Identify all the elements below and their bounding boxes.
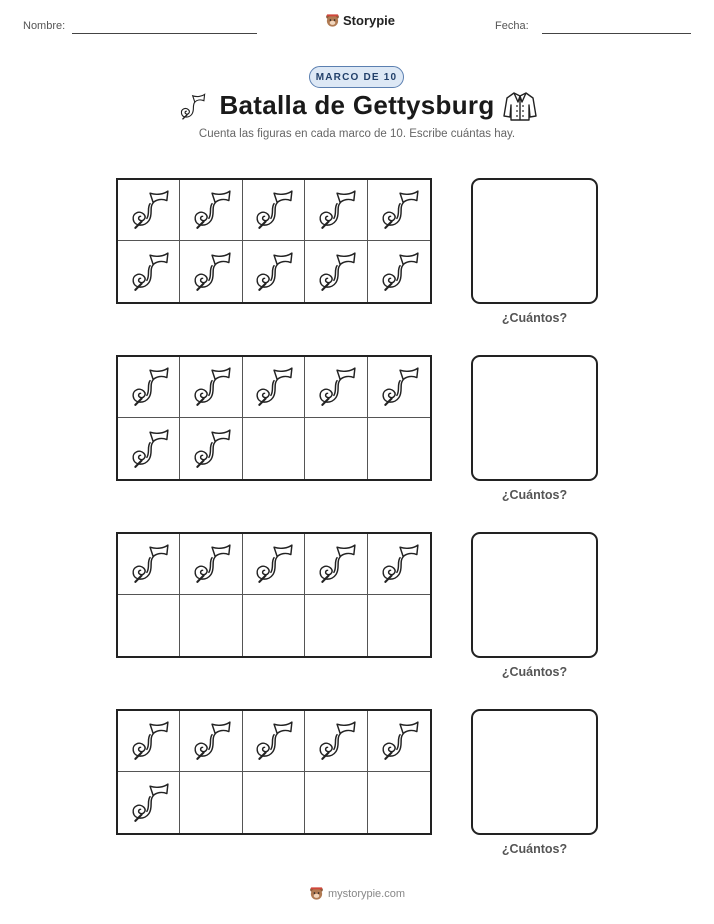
- horn-icon: [190, 543, 232, 585]
- ten-frame-cell: [305, 595, 367, 656]
- ten-frame-cell: [368, 534, 430, 595]
- ten-frame-cell: [243, 711, 305, 772]
- ten-frame-cell: [180, 357, 242, 418]
- horn-icon: [190, 189, 232, 231]
- brand-logo: [325, 13, 395, 28]
- horn-icon: [315, 720, 357, 762]
- horn-icon: [128, 251, 170, 293]
- ten-frame-cell: [243, 357, 305, 418]
- horn-icon: [128, 543, 170, 585]
- ten-frame-cell: [243, 534, 305, 595]
- horn-icon: [190, 366, 232, 408]
- answer-box[interactable]: [471, 532, 598, 658]
- horn-icon: [252, 366, 294, 408]
- date-label: Fecha:: [495, 20, 529, 32]
- bear-icon: [325, 13, 340, 28]
- ten-frame: [116, 532, 432, 658]
- ten-frame-cell: [180, 418, 242, 479]
- ten-frame-cell: [243, 595, 305, 656]
- ten-frame-cell: [180, 595, 242, 656]
- horn-icon: [315, 543, 357, 585]
- footer-url: mystorypie.com: [327, 887, 406, 900]
- horn-icon: [378, 251, 420, 293]
- instructions: Cuenta las figuras en cada marco de 10. Escribe cuántas hay.: [198, 128, 516, 140]
- horn-icon: [315, 251, 357, 293]
- ten-frame-cell: [368, 418, 430, 479]
- answer-box[interactable]: [471, 355, 598, 481]
- ten-frame-cell: [243, 180, 305, 241]
- ten-frame: [116, 709, 432, 835]
- horn-icon: [252, 543, 294, 585]
- horn-icon: [128, 366, 170, 408]
- answer-label: ¿Cuántos?: [501, 488, 568, 502]
- worksheet-type-badge: MARCO DE 10: [309, 66, 404, 88]
- ten-frame-cell: [180, 241, 242, 302]
- ten-frame-cell: [118, 772, 180, 833]
- horn-icon: [315, 189, 357, 231]
- horn-icon: [128, 428, 170, 470]
- ten-frame-cell: [118, 418, 180, 479]
- ten-frame-cell: [118, 534, 180, 595]
- ten-frame-cell: [368, 357, 430, 418]
- ten-frame-cell: [368, 711, 430, 772]
- horn-icon: [252, 189, 294, 231]
- ten-frame-cell: [305, 711, 367, 772]
- horn-icon: [128, 782, 170, 824]
- ten-frame-cell: [118, 357, 180, 418]
- ten-frame-cell: [118, 595, 180, 656]
- ten-frame-cell: [118, 241, 180, 302]
- horn-icon: [252, 251, 294, 293]
- ten-frame-cell: [305, 534, 367, 595]
- ten-frame-cell: [180, 711, 242, 772]
- ten-frame-cell: [368, 180, 430, 241]
- answer-label: ¿Cuántos?: [501, 665, 568, 679]
- horn-icon: [128, 720, 170, 762]
- ten-frame-cell: [368, 241, 430, 302]
- horn-icon: [128, 189, 170, 231]
- ten-frame-cell: [305, 180, 367, 241]
- date-line[interactable]: [542, 33, 691, 34]
- horn-icon: [315, 366, 357, 408]
- ten-frame-cell: [243, 241, 305, 302]
- ten-frame: [116, 355, 432, 481]
- horn-icon: [378, 720, 420, 762]
- ten-frame: [116, 178, 432, 304]
- ten-frame-cell: [243, 418, 305, 479]
- horn-icon: [252, 720, 294, 762]
- jacket-icon: [503, 90, 537, 122]
- answer-box[interactable]: [471, 709, 598, 835]
- ten-frame-cell: [305, 418, 367, 479]
- horn-icon: [378, 189, 420, 231]
- footer: [0, 886, 714, 901]
- name-label: Nombre:: [23, 20, 66, 32]
- answer-label: ¿Cuántos?: [501, 842, 568, 856]
- ten-frame-cell: [305, 241, 367, 302]
- answer-box[interactable]: [471, 178, 598, 304]
- page-title: Batalla de Gettysburg: [219, 90, 495, 120]
- horn-icon: [190, 428, 232, 470]
- ten-frame-cell: [243, 772, 305, 833]
- bear-icon: [309, 886, 324, 901]
- ten-frame-cell: [305, 357, 367, 418]
- ten-frame-cell: [368, 595, 430, 656]
- ten-frame-cell: [118, 711, 180, 772]
- ten-frame-cell: [180, 772, 242, 833]
- horn-icon: [190, 720, 232, 762]
- brand-name: Storypie: [343, 13, 396, 28]
- ten-frame-cell: [305, 772, 367, 833]
- name-line[interactable]: [72, 33, 257, 34]
- answer-label: ¿Cuántos?: [501, 311, 568, 325]
- ten-frame-cell: [368, 772, 430, 833]
- ten-frame-cell: [180, 180, 242, 241]
- horn-icon: [190, 251, 232, 293]
- horn-icon: [378, 543, 420, 585]
- ten-frame-cell: [118, 180, 180, 241]
- horn-icon: [378, 366, 420, 408]
- ten-frame-cell: [180, 534, 242, 595]
